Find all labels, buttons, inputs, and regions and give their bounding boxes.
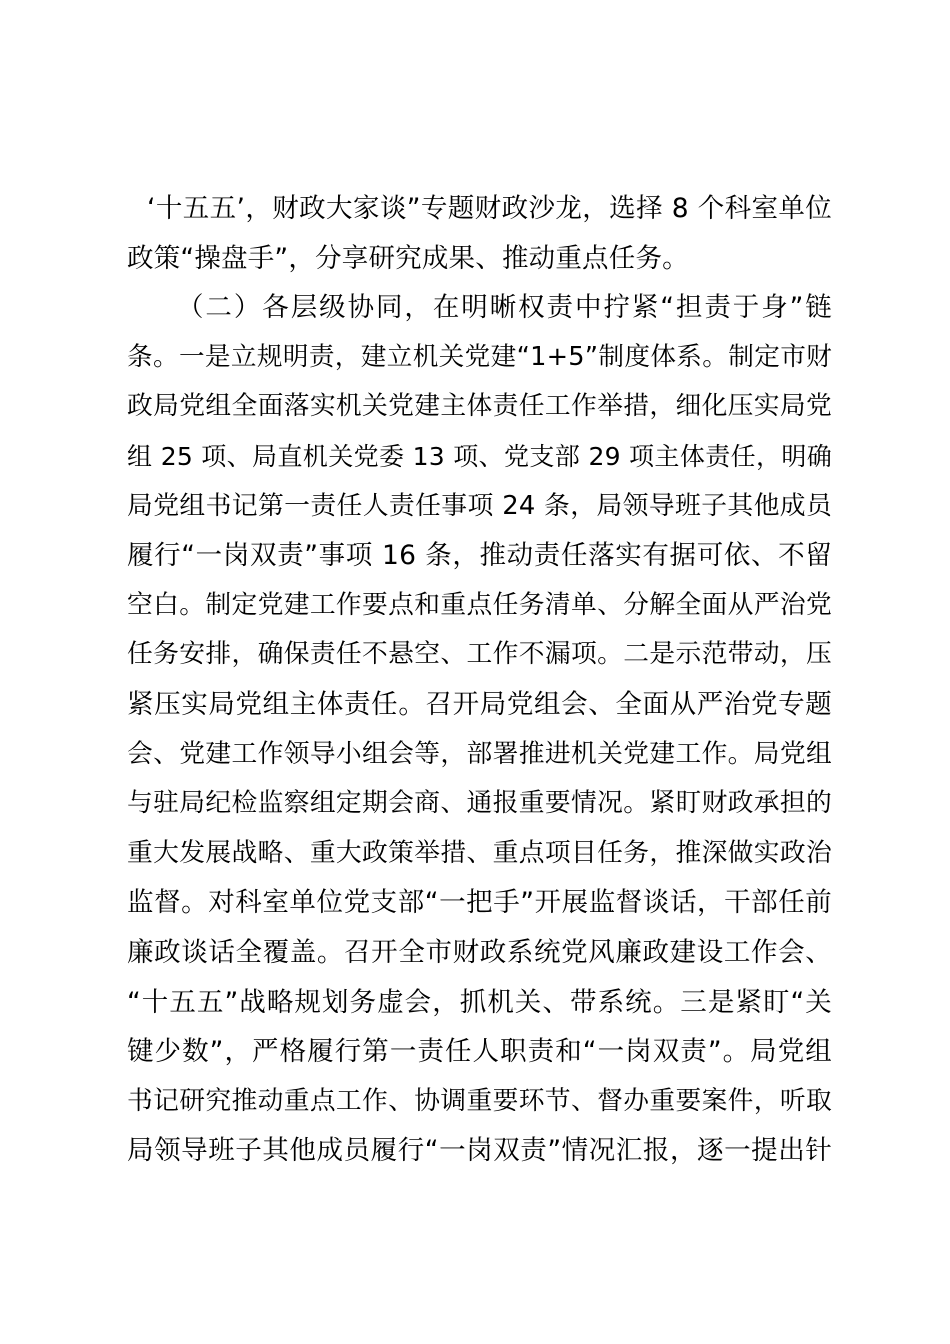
text-line-16: 廉政谈话全覆盖。召开全市财政系统党风廉政建设工作会、 [127,936,832,968]
document-body [127,184,832,1176]
text-line-5: 政局党组全面落实机关党建主体责任工作举措，细化压实局党 [127,391,832,422]
text-line-7: 局党组书记第一责任人责任事项 24 条，局领导班子其他成员 [127,490,832,521]
text-line-2: 政策“操盘手”，分享研究成果、推动重点任务。 [127,242,689,274]
text-line-11: 紧压实局党组主体责任。召开局党组会、全面从严治党专题 [127,688,832,720]
text-line-9: 空白。制定党建工作要点和重点任务清单、分解全面从严治党 [127,589,832,620]
text-line-1: ‘十五五’，财政大家谈”专题财政沙龙，选择 8 个科室单位 [147,193,832,224]
text-line-12: 会、党建工作领导小组会等，部署推进机关党建工作。局党组 [127,738,832,769]
text-line-19: 书记研究推动重点工作、协调重要环节、督办重要案件，听取 [127,1085,832,1116]
text-line-15: 监督。对科室单位党支部“一把手”开展监督谈话，干部任前 [127,887,832,919]
text-line-20: 局领导班子其他成员履行“一岗双责”情况汇报，逐一提出针 [127,1135,832,1167]
text-line-14: 重大发展战略、重大政策举措、重点项目任务，推深做实政治 [127,837,832,868]
text-line-10: 任务安排，确保责任不悬空、工作不漏项。二是示范带动，压 [127,639,832,670]
text-line-13: 与驻局纪检监察组定期会商、通报重要情况。紧盯财政承担的 [127,788,832,819]
text-line-3: （二）各层级协同，在明晰权责中拧紧“担责于身”链 [177,292,832,324]
text-line-18: 键少数”，严格履行第一责任人职责和“一岗双责”。局党组 [127,1036,832,1068]
text-line-17: “十五五”战略规划务虚会，抓机关、带系统。三是紧盯“关 [127,986,832,1018]
text-line-8: 履行“一岗双责”事项 16 条，推动责任落实有据可依、不留 [127,540,832,572]
text-line-6: 组 25 项、局直机关党委 13 项、党支部 29 项主体责任，明确 [127,441,832,471]
text-line-4: 条。一是立规明责，建立机关党建“1+5”制度体系。制定市财 [127,341,832,372]
